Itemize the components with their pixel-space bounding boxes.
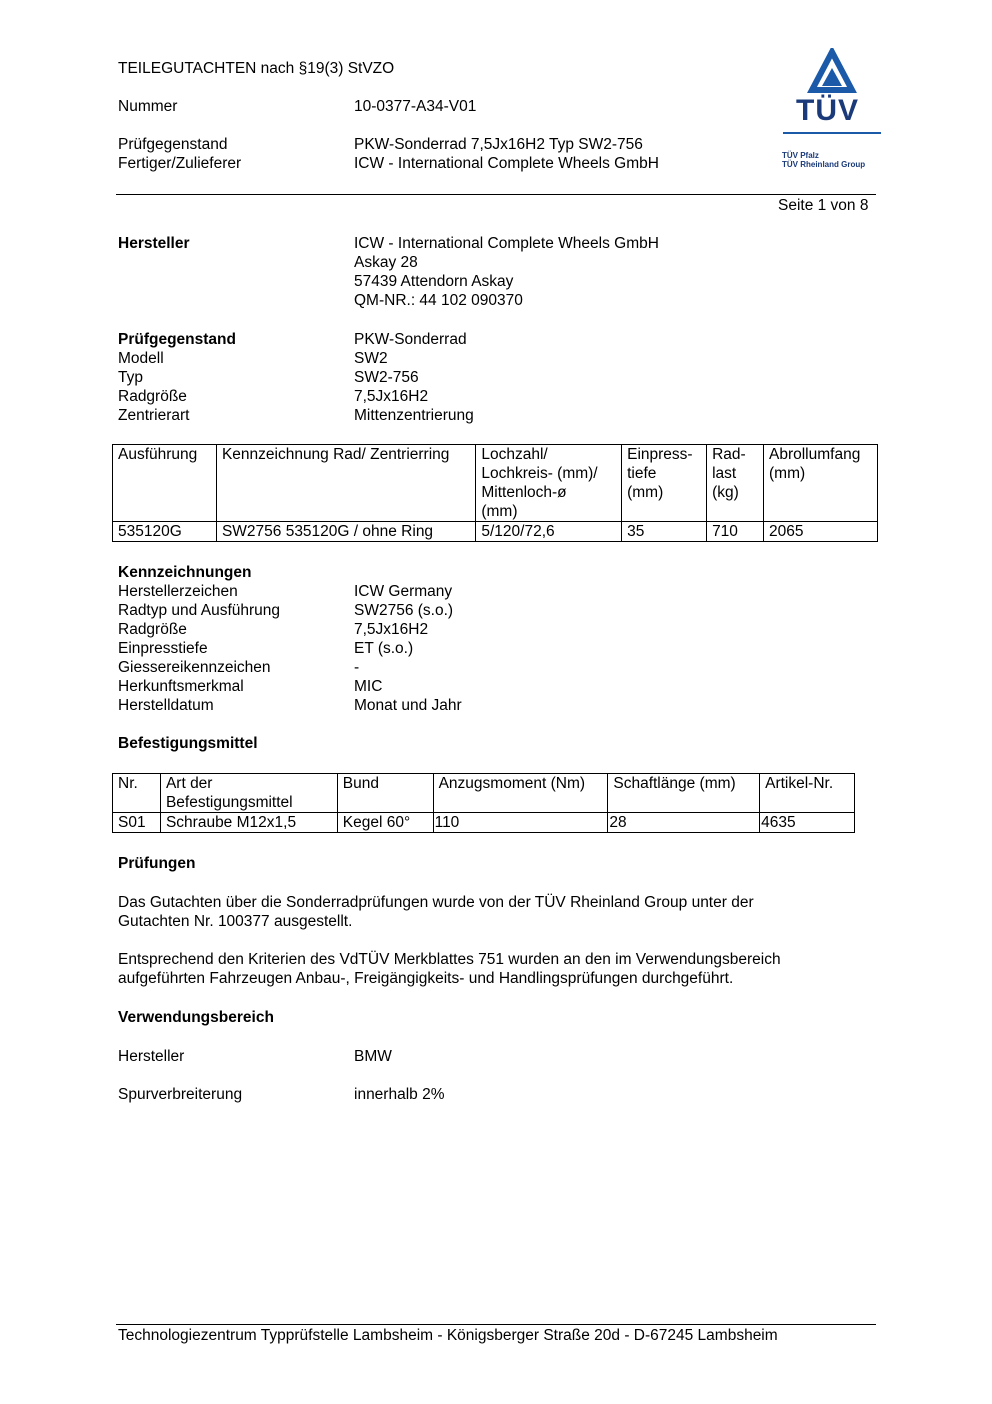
- kennzeichnung-value: Monat und Jahr: [354, 697, 462, 714]
- kennzeichnung-value: 7,5Jx16H2: [354, 621, 429, 638]
- document-title: TEILEGUTACHTEN nach §19(3) StVZO: [118, 60, 395, 77]
- pruefgegenstand-header-label: Prüfgegenstand: [118, 136, 228, 153]
- table-header-cell: Nr.: [113, 774, 161, 813]
- table-cell: 110: [433, 813, 608, 833]
- kennzeichnung-value: ICW Germany: [354, 583, 453, 600]
- hersteller-line: Askay 28: [354, 254, 418, 271]
- nummer-value: 10-0377-A34-V01: [354, 98, 477, 115]
- header-divider: [116, 194, 876, 195]
- befestigung-heading: Befestigungsmittel: [118, 735, 258, 752]
- kennzeichnung-label: Herkunftsmerkmal: [118, 678, 244, 695]
- table-header-cell: Schaftlänge (mm): [608, 774, 760, 813]
- table-header-cell: Rad- last (kg): [707, 445, 764, 522]
- kennzeichnung-label: Einpresstiefe: [118, 640, 208, 657]
- footer-text: Technologiezentrum Typprüfstelle Lambsheim - Königsberger Straße 20d - D-67245 Lambsheim: [118, 1327, 778, 1344]
- hersteller-address: [354, 234, 659, 310]
- kennzeichnung-label: Giessereikennzeichen: [118, 659, 271, 676]
- kennzeichnung-label: Radgröße: [118, 621, 187, 638]
- spurverbreiterung-value: innerhalb 2%: [354, 1086, 445, 1103]
- footer-divider: [116, 1324, 876, 1325]
- pruefungen-paragraph-1: Das Gutachten über die Sonderradprüfungen wurde von der TÜV Rheinland Group unter der Gutachten Nr. 100377 ausgestellt.: [118, 894, 754, 930]
- table-cell: 2065: [764, 522, 878, 542]
- table-header-cell: Art der Befestigungsmittel: [160, 774, 337, 813]
- kennzeichnung-value: SW2756 (s.o.): [354, 602, 454, 619]
- modell-label: Modell: [118, 350, 164, 367]
- kennzeichnungen-labels: [118, 563, 280, 715]
- nummer-label: Nummer: [118, 98, 178, 115]
- kennzeichnung-value: -: [354, 659, 360, 676]
- table-cell: 5/120/72,6: [476, 522, 622, 542]
- spurverbreiterung-label: Spurverbreiterung: [118, 1086, 243, 1103]
- table-cell: 535120G: [113, 522, 217, 542]
- radgroesse-label: Radgröße: [118, 388, 187, 405]
- pruefgegenstand-header-value: PKW-Sonderrad 7,5Jx16H2 Typ SW2-756: [354, 136, 643, 153]
- typ-value: SW2-756: [354, 369, 419, 386]
- page-indicator: Seite 1 von 8: [778, 197, 869, 214]
- befestigung-table: [112, 773, 855, 833]
- pruefungen-heading: Prüfungen: [118, 855, 196, 872]
- table-header-row: [113, 445, 878, 522]
- pruefgegenstand-heading-value: PKW-Sonderrad: [354, 331, 467, 348]
- table-header-cell: Lochzahl/ Lochkreis- (mm)/ Mittenloch-ø (mm): [476, 445, 622, 522]
- table-header-cell: Bund: [337, 774, 433, 813]
- hersteller-line: ICW - International Complete Wheels GmbH: [354, 235, 659, 252]
- kennzeichnung-label: Radtyp und Ausführung: [118, 602, 281, 619]
- radgroesse-value: 7,5Jx16H2: [354, 388, 429, 405]
- table-row: [113, 522, 878, 542]
- verwendung-hersteller-value: BMW: [354, 1048, 392, 1065]
- table-header-row: [113, 774, 855, 813]
- table-cell: 28: [608, 813, 760, 833]
- table-header-cell: Einpress- tiefe (mm): [622, 445, 707, 522]
- logo-divider: [783, 132, 881, 134]
- fertiger-label: Fertiger/Zulieferer: [118, 155, 242, 172]
- table-row: [113, 813, 855, 833]
- typ-label: Typ: [118, 369, 143, 386]
- table-header-cell: Kennzeichnung Rad/ Zentrierring: [216, 445, 475, 522]
- table-cell: S01: [113, 813, 161, 833]
- logo-line-2: TÜV Rheinland Group: [782, 160, 866, 169]
- kennzeichnung-value: MIC: [354, 678, 383, 695]
- verwendungsbereich-heading: Verwendungsbereich: [118, 1009, 274, 1026]
- table-header-cell: Abrollumfang (mm): [764, 445, 878, 522]
- table-cell: SW2756 535120G / ohne Ring: [216, 522, 475, 542]
- pruefgegenstand-labels: [118, 330, 236, 425]
- logo-line-1: TÜV Pfalz: [782, 151, 819, 160]
- pruefgegenstand-heading: Prüfgegenstand: [118, 331, 236, 348]
- pruefgegenstand-values: [354, 330, 474, 425]
- hersteller-label: Hersteller: [118, 235, 190, 252]
- kennzeichnung-label: Herstelldatum: [118, 697, 214, 714]
- kennzeichnungen-values: [354, 582, 462, 715]
- table-header-cell: Ausführung: [113, 445, 217, 522]
- zentrierart-label: Zentrierart: [118, 407, 190, 424]
- zentrierart-value: Mittenzentrierung: [354, 407, 474, 424]
- verwendung-hersteller-label: Hersteller: [118, 1048, 185, 1065]
- fertiger-value: ICW - International Complete Wheels GmbH: [354, 155, 659, 172]
- table-cell: 4635: [760, 813, 855, 833]
- kennzeichnungen-heading: Kennzeichnungen: [118, 564, 252, 581]
- hersteller-line: 57439 Attendorn Askay: [354, 273, 514, 290]
- table-cell: 710: [707, 522, 764, 542]
- hersteller-line: QM-NR.: 44 102 090370: [354, 292, 523, 309]
- tuev-brand-text: TÜV: [796, 94, 859, 127]
- pruefungen-paragraph-2: Entsprechend den Kriterien des VdTÜV Merkblattes 751 wurden an den im Verwendungsbereich aufgeführten Fahrzeugen Anbau-, Freigängigkeits- und Handlingsprüfungen durchgeführt.: [118, 951, 781, 987]
- wheel-table: [112, 444, 878, 542]
- table-header-cell: Anzugsmoment (Nm): [433, 774, 608, 813]
- table-cell: Schraube M12x1,5: [160, 813, 337, 833]
- table-cell: 35: [622, 522, 707, 542]
- table-header-cell: Artikel-Nr.: [760, 774, 855, 813]
- table-cell: Kegel 60°: [337, 813, 433, 833]
- kennzeichnung-label: Herstellerzeichen: [118, 583, 238, 600]
- kennzeichnung-value: ET (s.o.): [354, 640, 414, 657]
- modell-value: SW2: [354, 350, 388, 367]
